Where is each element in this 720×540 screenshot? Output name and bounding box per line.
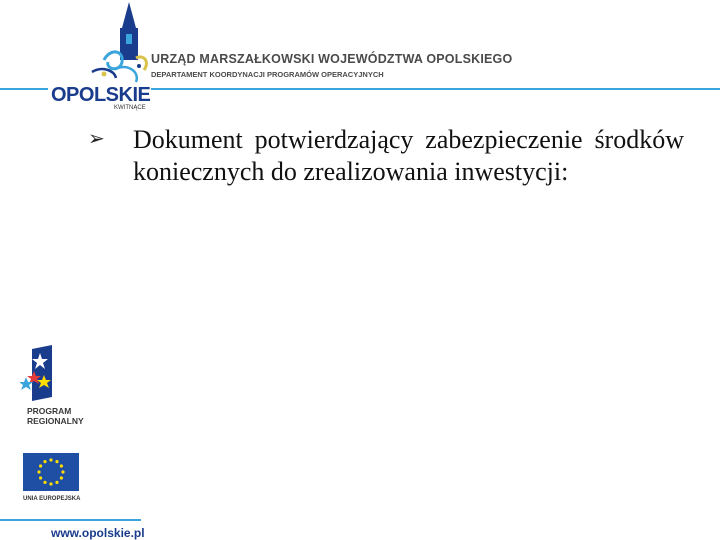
- bullet-text: Dokument potwierdzający zabezpieczenie środków koniecznych do zrealizowania inwestycji:: [133, 125, 684, 186]
- eu-flag-icon: [23, 453, 79, 491]
- brand-tagline: KWITNĄCE: [114, 105, 146, 111]
- program-regionalny-icon: [20, 345, 60, 403]
- org-title: URZĄD MARSZAŁKOWSKI WOJEWÓDZTWA OPOLSKIEGO: [151, 52, 513, 66]
- arrow-bullet-icon: ➢: [88, 126, 105, 150]
- eu-label: UNIA EUROPEJSKA: [23, 496, 81, 502]
- brand-name: OPOLSKIE: [48, 84, 153, 107]
- department-name: DEPARTAMENT KOORDYNACJI PROGRAMÓW OPERACYJNYCH: [151, 70, 384, 79]
- footer-divider: [0, 519, 141, 521]
- website-link[interactable]: www.opolskie.pl: [51, 526, 145, 540]
- program-label: PROGRAM REGIONALNY: [27, 406, 84, 426]
- header-divider: [151, 88, 720, 90]
